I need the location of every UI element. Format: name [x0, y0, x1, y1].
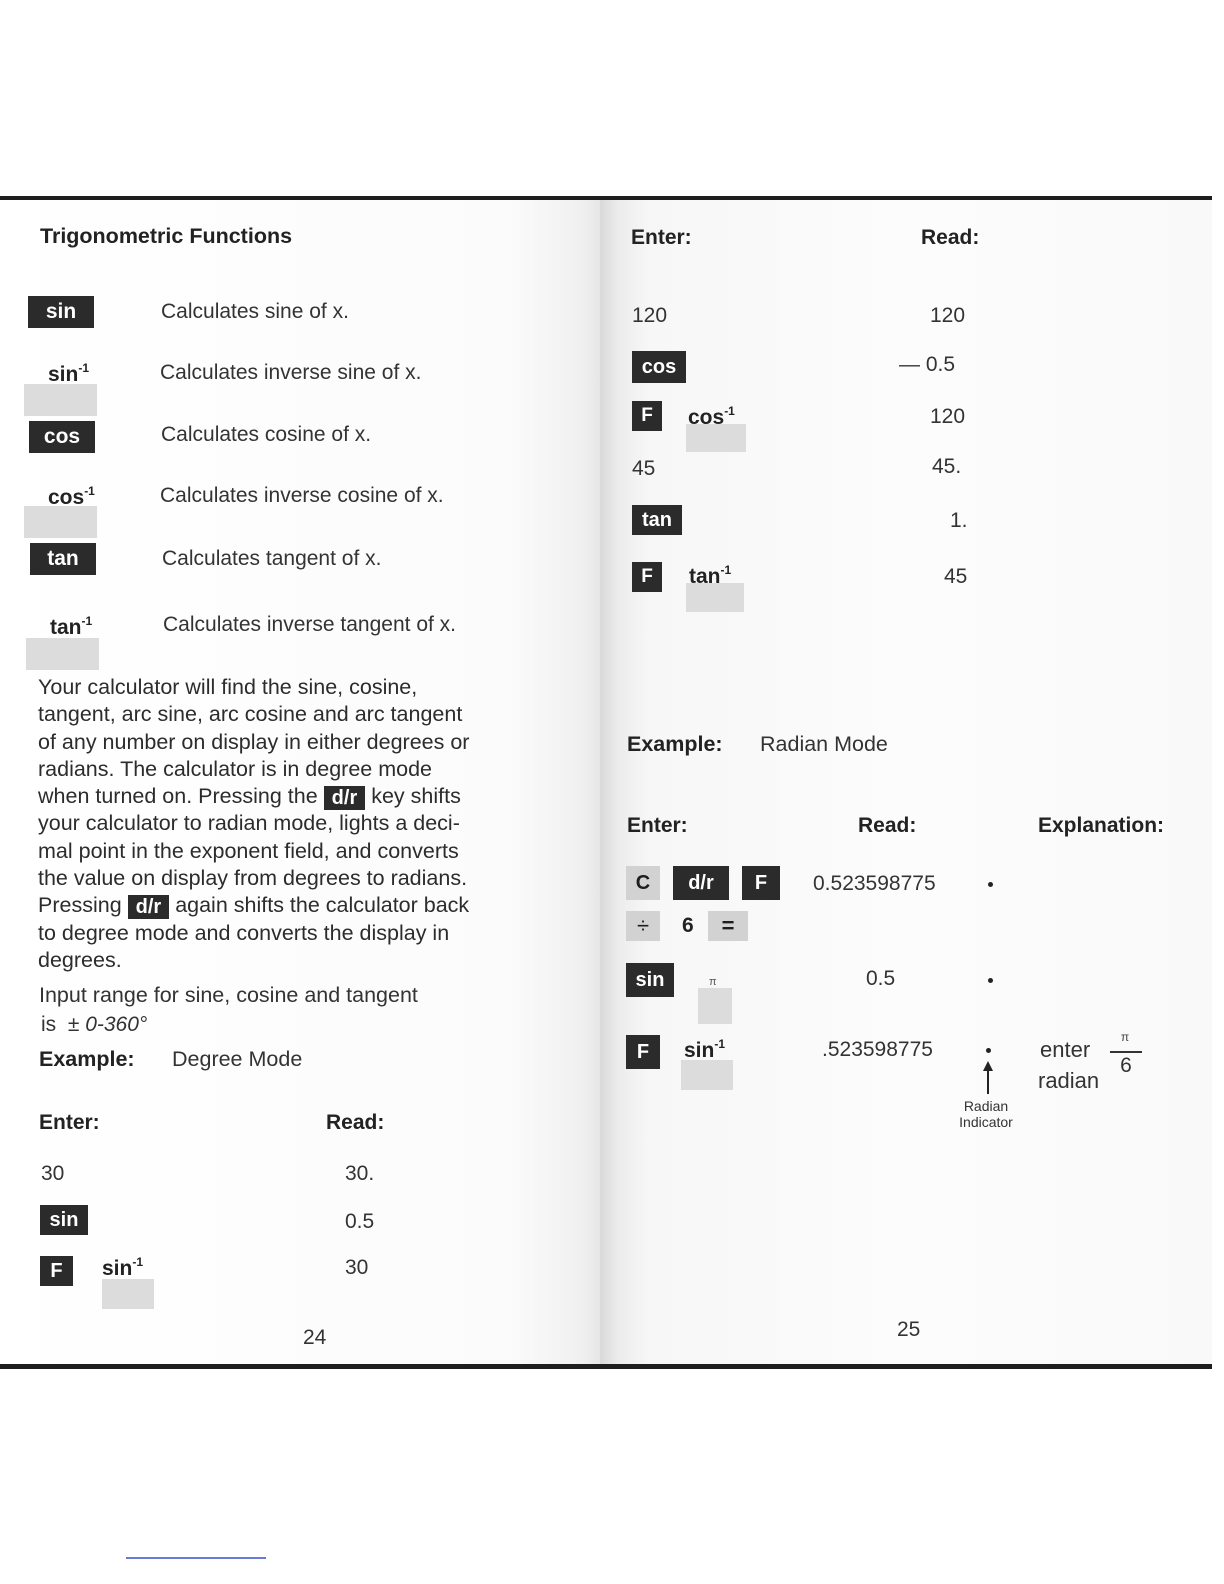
read-value: 1. — [950, 509, 968, 532]
paragraph-line: to degree mode and converts the display in — [38, 920, 450, 945]
six-digit: 6 — [682, 914, 694, 937]
read-value: 120 — [930, 405, 966, 428]
cos-inverse-description: Calculates inverse cosine of x. — [160, 484, 444, 507]
read-value: 0.523598775 — [813, 872, 936, 895]
sin-key: sin — [40, 1205, 88, 1235]
paragraph-line: your calculator to radian mode, lights a deci- — [38, 811, 460, 836]
read-header: Read: — [858, 814, 917, 837]
paragraph-line: when turned on. Pressing the d/r key shifts — [38, 784, 461, 809]
cos-key: cos — [632, 351, 686, 383]
explanation-enter: enter — [1040, 1037, 1091, 1062]
top-rule — [0, 196, 1212, 200]
inverse-key-shade — [24, 384, 97, 416]
page-number-left: 24 — [303, 1326, 327, 1349]
indicator-line: Indicator — [959, 1114, 1013, 1130]
paragraph-line: the value on display from degrees to radians. — [38, 866, 468, 891]
decimal-point-indicator — [988, 882, 993, 887]
read-value: 45. — [932, 455, 962, 478]
clear-key: C — [626, 866, 660, 900]
enter-value: 120 — [632, 304, 668, 327]
tan-key: tan — [632, 505, 682, 535]
sin-inverse-label: $\sin^{-1}$ — [102, 1255, 144, 1280]
decimal-point-indicator — [986, 1048, 991, 1053]
f-key: F — [40, 1256, 73, 1286]
input-range-line1: Input range for sine, cosine and tangent — [39, 983, 418, 1007]
inverse-key-shade — [24, 506, 97, 538]
tan-inverse-label: $\tan^{-1}$ — [50, 614, 93, 639]
page-number-right: 25 — [897, 1318, 921, 1341]
fraction-numerator: π — [1120, 1030, 1130, 1044]
explanation-radian: radian — [1038, 1068, 1100, 1093]
read-value: — 0.5 — [899, 353, 956, 376]
enter-header: Enter: — [627, 814, 688, 837]
section-heading: Trigonometric Functions — [40, 224, 293, 248]
divide-key: ÷ — [626, 911, 660, 941]
inverse-key-shade — [26, 638, 99, 670]
paragraph-line: tangent, arc sine, arc cosine and arc tangent — [38, 702, 463, 727]
tan-key: tan — [30, 543, 96, 575]
sin-description: Calculates sine of x. — [161, 300, 349, 323]
cos-inverse-label: $\cos^{-1}$ — [48, 484, 95, 509]
paragraph-line: degrees. — [38, 947, 122, 972]
fraction-bar — [1110, 1051, 1142, 1053]
example-mode: Degree Mode — [172, 1047, 303, 1071]
cos-key: cos — [29, 421, 95, 453]
paragraph-line: Your calculator will find the sine, cosine, — [38, 675, 418, 699]
enter-value: 45 — [632, 457, 656, 480]
input-range-line2: is ± 0-360° — [41, 1013, 148, 1036]
read-value: 30. — [345, 1162, 375, 1185]
read-value: 45 — [944, 565, 968, 588]
enter-header: Enter: — [39, 1111, 100, 1134]
pi-label: π — [709, 976, 717, 988]
read-value: 0.5 — [866, 967, 896, 990]
read-value: .523598775 — [822, 1038, 933, 1061]
sin-inverse-label: $\sin^{-1}$ — [48, 361, 90, 386]
example-label: Example: — [627, 732, 723, 756]
dr-key-inline: d/r — [128, 895, 170, 919]
read-header: Read: — [921, 226, 980, 249]
example-label: Example: — [39, 1047, 135, 1071]
paragraph-line: radians. The calculator is in degree mode — [38, 756, 432, 781]
fraction-denominator: 6 — [1120, 1054, 1132, 1077]
explanation-header: Explanation: — [1038, 814, 1165, 837]
read-header: Read: — [326, 1111, 385, 1134]
equals-key: = — [708, 911, 748, 941]
tan-description: Calculates tangent of x. — [162, 547, 382, 570]
indicator-line: Radian — [963, 1098, 1009, 1114]
inverse-key-shade — [102, 1279, 154, 1309]
read-value: 120 — [930, 304, 966, 327]
read-value: 30 — [345, 1256, 369, 1279]
enter-value: 30 — [41, 1162, 65, 1185]
paragraph-line: mal point in the exponent field, and converts — [38, 838, 459, 863]
enter-header: Enter: — [631, 226, 692, 249]
f-key: F — [632, 562, 662, 592]
decimal-point-indicator — [988, 978, 993, 983]
sin-key: sin — [28, 296, 94, 328]
cos-inverse-label: $\cos^{-1}$ — [688, 404, 735, 429]
pi-key-shade — [698, 988, 732, 1024]
example-mode: Radian Mode — [760, 732, 888, 756]
sin-key: sin — [626, 963, 674, 997]
f-key: F — [626, 1035, 660, 1069]
sin-inverse-label: $\sin^{-1}$ — [684, 1037, 726, 1062]
sin-inverse-description: Calculates inverse sine of x. — [160, 361, 422, 384]
tan-inverse-label: $\tan^{-1}$ — [689, 563, 732, 588]
f-key: F — [632, 401, 662, 431]
bottom-rule — [0, 1364, 1212, 1369]
dr-key: d/r — [673, 866, 729, 900]
footer-link-line — [126, 1557, 266, 1559]
read-value: 0.5 — [345, 1210, 375, 1233]
cos-description: Calculates cosine of x. — [161, 423, 372, 446]
description-paragraph — [38, 674, 469, 974]
radian-indicator-arrow — [980, 1060, 996, 1096]
tan-inverse-description: Calculates inverse tangent of x. — [163, 613, 456, 636]
paragraph-line: Pressing d/r again shifts the calculator back — [38, 893, 470, 918]
inverse-key-shade — [681, 1060, 733, 1090]
paragraph-line: of any number on display in either degrees or — [38, 729, 470, 754]
f-key: F — [742, 866, 780, 900]
dr-key-inline: d/r — [324, 786, 366, 810]
radian-indicator-label — [948, 1098, 1024, 1130]
